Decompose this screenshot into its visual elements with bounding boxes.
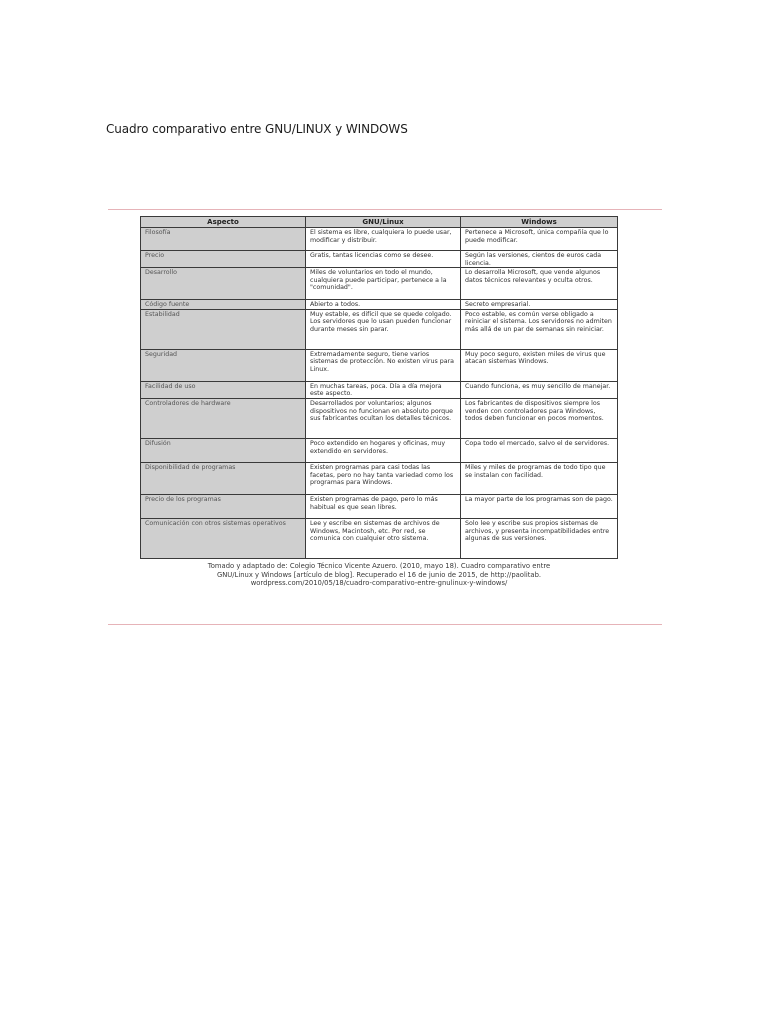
table-row bbox=[141, 228, 618, 251]
windows-cell: Copa todo el mercado, salvo el de servidores. bbox=[461, 438, 618, 462]
linux-cell: El sistema es libre, cualquiera lo puede usar, modificar y distribuir. bbox=[306, 228, 461, 251]
linux-cell: Gratis, tantas licencias como se desee. bbox=[306, 251, 461, 268]
aspect-cell: Disponibilidad de programas bbox=[141, 462, 306, 494]
table-row bbox=[141, 349, 618, 381]
column-header-windows: Windows bbox=[461, 217, 618, 228]
linux-cell: Existen programas para casi todas las facetas, pero no hay tanta variedad como los programas para Windows. bbox=[306, 462, 461, 494]
citation-line: Tomado y adaptado de: Colegio Técnico Vicente Azuero. (2010, mayo 18). Cuadro comparativo entre bbox=[207, 561, 551, 570]
windows-cell: Poco estable, es común verse obligado a reiniciar el sistema. Los servidores no admiten más allá de un par de semanas sin reiniciar. bbox=[461, 309, 618, 349]
table-row bbox=[141, 251, 618, 268]
linux-cell: Existen programas de pago, pero lo más habitual es que sean libres. bbox=[306, 494, 461, 518]
linux-cell: Poco extendido en hogares y oficinas, muy extendido en servidores. bbox=[306, 438, 461, 462]
table-row bbox=[141, 309, 618, 349]
aspect-cell: Estabilidad bbox=[141, 309, 306, 349]
windows-cell: Miles y miles de programas de todo tipo que se instalan con facilidad. bbox=[461, 462, 618, 494]
comparison-table bbox=[140, 216, 618, 559]
aspect-cell: Desarrollo bbox=[141, 268, 306, 300]
bottom-divider bbox=[108, 624, 662, 625]
linux-cell: Extremadamente seguro, tiene varios sistemas de protección. No existen virus para Linux. bbox=[306, 349, 461, 381]
aspect-cell: Seguridad bbox=[141, 349, 306, 381]
aspect-cell: Difusión bbox=[141, 438, 306, 462]
linux-cell: En muchas tareas, poca. Día a día mejora este aspecto. bbox=[306, 381, 461, 398]
top-divider bbox=[108, 209, 662, 210]
windows-cell: Lo desarrolla Microsoft, que vende algunos datos técnicos relevantes y oculta otros. bbox=[461, 268, 618, 300]
table-row bbox=[141, 398, 618, 438]
table-row bbox=[141, 494, 618, 518]
linux-cell: Abierto a todos. bbox=[306, 300, 461, 310]
table-header-row bbox=[141, 217, 618, 228]
table-row bbox=[141, 462, 618, 494]
table-row bbox=[141, 381, 618, 398]
table-row bbox=[141, 518, 618, 558]
source-citation bbox=[114, 562, 644, 588]
aspect-cell: Facilidad de uso bbox=[141, 381, 306, 398]
column-header-aspect: Aspecto bbox=[141, 217, 306, 228]
windows-cell: Solo lee y escribe sus propios sistemas de archivos, y presenta incompatibilidades entre algunas de sus versiones. bbox=[461, 518, 618, 558]
linux-cell: Desarrollados por voluntarios; algunos dispositivos no funcionan en absoluto porque sus fabricantes ocultan los detalles técnicos. bbox=[306, 398, 461, 438]
aspect-cell: Controladores de hardware bbox=[141, 398, 306, 438]
comparison-figure bbox=[140, 216, 617, 588]
windows-cell: La mayor parte de los programas son de pago. bbox=[461, 494, 618, 518]
aspect-cell: Comunicación con otros sistemas operativos bbox=[141, 518, 306, 558]
table-row bbox=[141, 438, 618, 462]
windows-cell: Pertenece a Microsoft, única compañía que lo puede modificar. bbox=[461, 228, 618, 251]
windows-cell: Cuando funciona, es muy sencillo de manejar. bbox=[461, 381, 618, 398]
linux-cell: Muy estable, es difícil que se quede colgado. Los servidores que lo usan pueden funcionar durante meses sin parar. bbox=[306, 309, 461, 349]
aspect-cell: Filosofía bbox=[141, 228, 306, 251]
table-row bbox=[141, 300, 618, 310]
aspect-cell: Código fuente bbox=[141, 300, 306, 310]
document-title: Cuadro comparativo entre GNU/LINUX y WINDOWS bbox=[106, 122, 408, 136]
windows-cell: Los fabricantes de dispositivos siempre los venden con controladores para Windows, todos deben funcionar en pocos momentos. bbox=[461, 398, 618, 438]
windows-cell: Según las versiones, cientos de euros cada licencia. bbox=[461, 251, 618, 268]
linux-cell: Lee y escribe en sistemas de archivos de Windows, Macintosh, etc. Por red, se comunica con cualquier otro sistema. bbox=[306, 518, 461, 558]
aspect-cell: Precio bbox=[141, 251, 306, 268]
aspect-cell: Precio de los programas bbox=[141, 494, 306, 518]
table-row bbox=[141, 268, 618, 300]
windows-cell: Secreto empresarial. bbox=[461, 300, 618, 310]
column-header-linux: GNU/Linux bbox=[306, 217, 461, 228]
windows-cell: Muy poco seguro, existen miles de virus que atacan sistemas Windows. bbox=[461, 349, 618, 381]
citation-line: GNU/Linux y Windows [artículo de blog]. Recuperado el 16 de junio de 2015, de http://paolitab. bbox=[216, 570, 542, 579]
linux-cell: Miles de voluntarios en todo el mundo, cualquiera puede participar, pertenece a la "comunidad". bbox=[306, 268, 461, 300]
citation-line: wordpress.com/2010/05/18/cuadro-comparativo-entre-gnulinux-y-windows/ bbox=[250, 579, 508, 588]
